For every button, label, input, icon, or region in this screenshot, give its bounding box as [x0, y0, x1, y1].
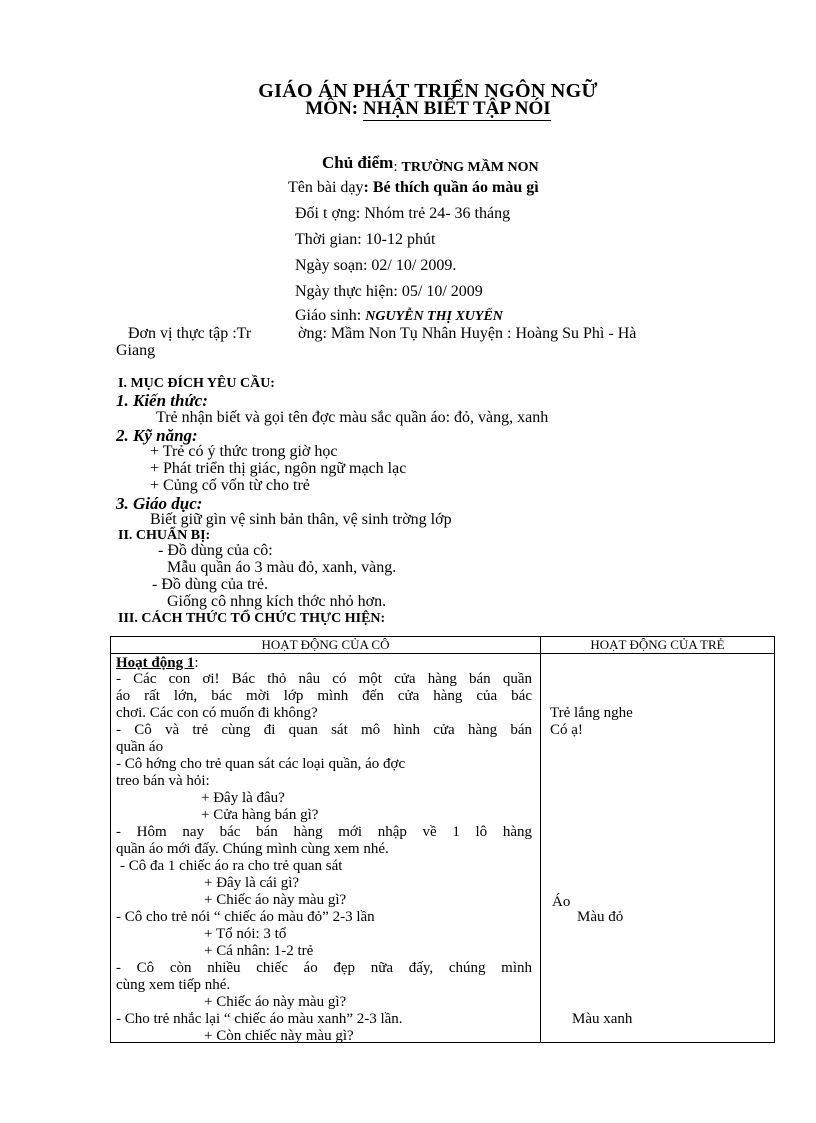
child-line: Áo — [552, 894, 571, 910]
theme-value: TRƯỜNG MẦM NON — [401, 160, 539, 175]
teacher-line: + Tổ nói: 3 tổ — [204, 926, 287, 942]
teacher-line: + Chiếc áo này màu gì? — [204, 994, 347, 1010]
knowledge-text: Trẻ nhận biết và gọi tên đợc màu sắc quần áo: đỏ, vàng, xanh — [156, 409, 549, 426]
table-row — [111, 654, 775, 1043]
activity-table — [110, 636, 775, 1043]
lesson-value: Bé thích quần áo màu gì — [372, 179, 539, 196]
subject-prefix: MÔN: — [305, 98, 363, 119]
section-method: III. CÁCH THỨC TỔ CHỨC THỰC HIỆN: — [118, 611, 386, 626]
child-activity-cell — [541, 654, 775, 1043]
skill-item: + Củng cố vốn từ cho trẻ — [150, 477, 310, 494]
teacher-line: cùng xem tiếp nhé. — [116, 977, 231, 993]
teacher-line: áo rất lớn, bác mời lớp mình đến cửa hàng của bác — [116, 688, 532, 704]
table-header-row — [111, 637, 775, 654]
education-heading: 3. Giáo dục: — [116, 494, 203, 513]
skill-item: + Phát triển thị giác, ngôn ngữ mạch lạc — [150, 460, 407, 477]
teacher-line: - Cô cho trẻ nói “ chiếc áo màu đỏ” 2-3 lần — [116, 909, 375, 925]
child-line: Có ạ! — [550, 722, 583, 738]
knowledge-heading: 1. Kiến thức: — [116, 391, 208, 410]
duration: Thời gian: 10-12 phút — [295, 231, 436, 248]
unit-label: Đơn vị thực tập :Tr — [128, 325, 252, 342]
subject-name: NHẬN BIẾT TẬP NÓI — [362, 98, 551, 119]
teacher-line: - Cho trẻ nhắc lại “ chiếc áo màu xanh” 2-3 lần. — [116, 1011, 403, 1027]
teacher-line: quần áo — [116, 739, 164, 755]
lesson-label: Tên bài dạy — [288, 179, 364, 196]
teacher-line: - Cô hớng cho trẻ quan sát các loại quần, áo đợc — [116, 756, 406, 772]
lesson-sep: : — [363, 179, 369, 196]
unit-value-cont: Giang — [116, 342, 156, 359]
teacher-line: - Các con ơi! Bác thỏ nâu có một cửa hàng bán quần — [116, 671, 532, 687]
trainee-label: Giáo sinh: — [295, 307, 366, 324]
teach-date: Ngày thực hiện: 05/ 10/ 2009 — [295, 283, 483, 300]
teacher-line: + Cá nhân: 1-2 trẻ — [204, 943, 314, 959]
child-line: Màu xanh — [572, 1011, 633, 1027]
section-objectives: I. MỤC ĐÍCH YÊU CẦU: — [118, 376, 275, 391]
section-preparation: II. CHUẨN BỊ: — [118, 528, 211, 543]
activity-title-line — [116, 655, 199, 672]
child-line: Màu đỏ — [577, 909, 624, 925]
skills-heading: 2. Kỹ năng: — [116, 426, 198, 445]
teacher-line: + Còn chiếc này màu gì? — [204, 1028, 354, 1042]
lesson-line — [288, 179, 539, 197]
teacher-line: - Cô và trẻ cùng đi quan sát mô hình cửa hàng bán — [116, 722, 532, 738]
teacher-line: - Cô đa 1 chiếc áo ra cho trẻ quan sát — [120, 858, 343, 874]
child-column-header: HOẠT ĐỘNG CỦA TRẺ — [541, 637, 775, 654]
child-materials-label: - Đồ dùng của trẻ. — [152, 576, 268, 593]
prep-date: Ngày soạn: 02/ 10/ 2009. — [295, 257, 457, 274]
activity-title: Hoạt động 1 — [116, 655, 195, 671]
child-materials: Giống cô nhng kích thớc nhỏ hơn. — [167, 593, 387, 610]
teacher-line: chơi. Các con có muốn đi không? — [116, 705, 318, 721]
teacher-line: + Đây là đâu? — [201, 790, 285, 806]
teacher-line: + Chiếc áo này màu gì? — [204, 892, 347, 908]
teacher-column-header: HOẠT ĐỘNG CỦA CÔ — [111, 637, 541, 654]
teacher-line: + Cửa hàng bán gì? — [201, 807, 319, 823]
theme-sep: : — [393, 159, 398, 175]
teacher-materials-label: - Đồ dùng của cô: — [158, 542, 273, 559]
trainee-name: NGUYỄN THỊ XUYẾN — [365, 309, 503, 324]
trainee-line — [295, 307, 503, 325]
document-title: GIÁO ÁN PHÁT TRIỂN NGÔN NGỮ — [258, 80, 598, 102]
teacher-line: - Hôm nay bác bán hàng mới nhập về 1 lô hàng — [116, 824, 532, 840]
education-text: Biết giữ gìn vệ sinh bản thân, vệ sinh trờng lớp — [150, 511, 452, 528]
teacher-line: - Cô còn nhiều chiếc áo đẹp nữa đấy, chúng mình — [116, 960, 532, 976]
unit-value: ờng: Mầm Non Tụ Nhân Huyện : Hoàng Su Phì - Hà — [298, 325, 637, 342]
teacher-activity-cell — [111, 654, 541, 1043]
theme-line — [322, 153, 539, 173]
teacher-materials: Mẫu quần áo 3 màu đỏ, xanh, vàng. — [167, 559, 397, 576]
skill-item: + Trẻ có ý thức trong giờ học — [150, 443, 338, 460]
teacher-line: quần áo mới đấy. Chúng mình cùng xem nhé. — [116, 841, 389, 857]
child-line: Trẻ lắng nghe — [550, 705, 633, 721]
activity-colon: : — [194, 655, 199, 671]
theme-label: Chủ điểm — [322, 153, 394, 172]
teacher-line: treo bán và hỏi: — [116, 773, 210, 789]
target-group: Đối t ợng: Nhóm trẻ 24- 36 tháng — [295, 205, 511, 222]
subject-title — [0, 98, 816, 120]
teacher-line: + Đây là cái gì? — [204, 875, 300, 891]
